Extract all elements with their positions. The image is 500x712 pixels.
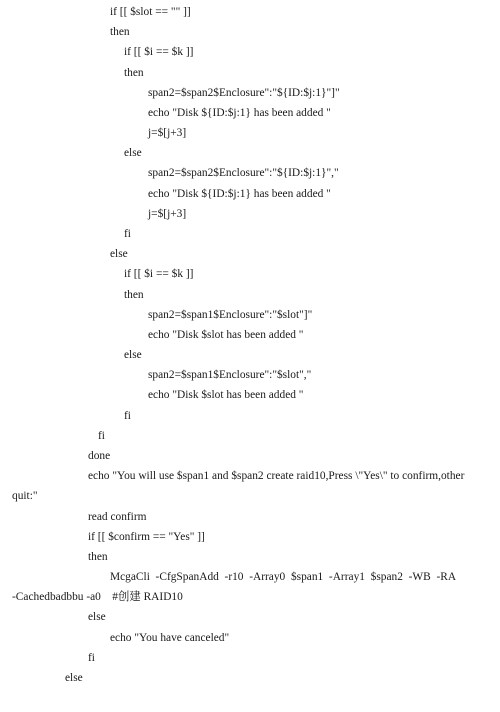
code-line: else: [110, 248, 128, 261]
code-line: j=$[j+3]: [148, 127, 187, 140]
code-line: echo "Disk ${ID:$j:1} has been added ": [148, 106, 331, 119]
code-line: then: [110, 26, 130, 39]
code-line: else: [88, 611, 106, 624]
code-line: done: [88, 449, 111, 462]
code-line: read confirm: [88, 510, 147, 523]
code-line: else: [124, 147, 142, 160]
code-line: then: [124, 288, 144, 301]
code-line: if [[ $confirm == "Yes" ]]: [88, 530, 205, 543]
code-line: span2=$span2$Enclosure":"${ID:$j:1}",": [148, 167, 339, 180]
code-line: quit:": [12, 490, 38, 503]
code-line: else: [124, 349, 142, 362]
code-line: echo "Disk $slot has been added ": [148, 328, 304, 341]
code-line: if [[ $i == $k ]]: [124, 268, 194, 281]
code-line: echo "You will use $span1 and $span2 create raid10,Press \"Yes\" to confirm,other: [88, 470, 465, 483]
code-line: fi: [98, 429, 105, 442]
code-line: fi: [88, 651, 95, 664]
code-line: span2=$span2$Enclosure":"${ID:$j:1}"]": [148, 86, 340, 99]
code-line: then: [88, 550, 108, 563]
code-line: then: [124, 66, 144, 79]
code-line: McgaCli -CfgSpanAdd -r10 -Array0 $span1 -Array1 $span2 -WB -RA: [110, 571, 457, 584]
code-line: else: [65, 671, 83, 684]
code-line: echo "Disk $slot has been added ": [148, 389, 304, 402]
code-line: fi: [124, 227, 131, 240]
code-line: echo "Disk ${ID:$j:1} has been added ": [148, 187, 331, 200]
code-line: echo "You have canceled": [110, 631, 230, 644]
code-line: span2=$span1$Enclosure":"$slot"]": [148, 308, 313, 321]
code-line: fi: [124, 409, 131, 422]
code-line: j=$[j+3]: [148, 207, 187, 220]
code-line: if [[ $i == $k ]]: [124, 46, 194, 59]
code-line: -Cachedbadbbu -a0 #创建 RAID10: [12, 591, 183, 604]
code-line: span2=$span1$Enclosure":"$slot",": [148, 369, 312, 382]
code-line: if [[ $slot == "" ]]: [110, 6, 191, 18]
